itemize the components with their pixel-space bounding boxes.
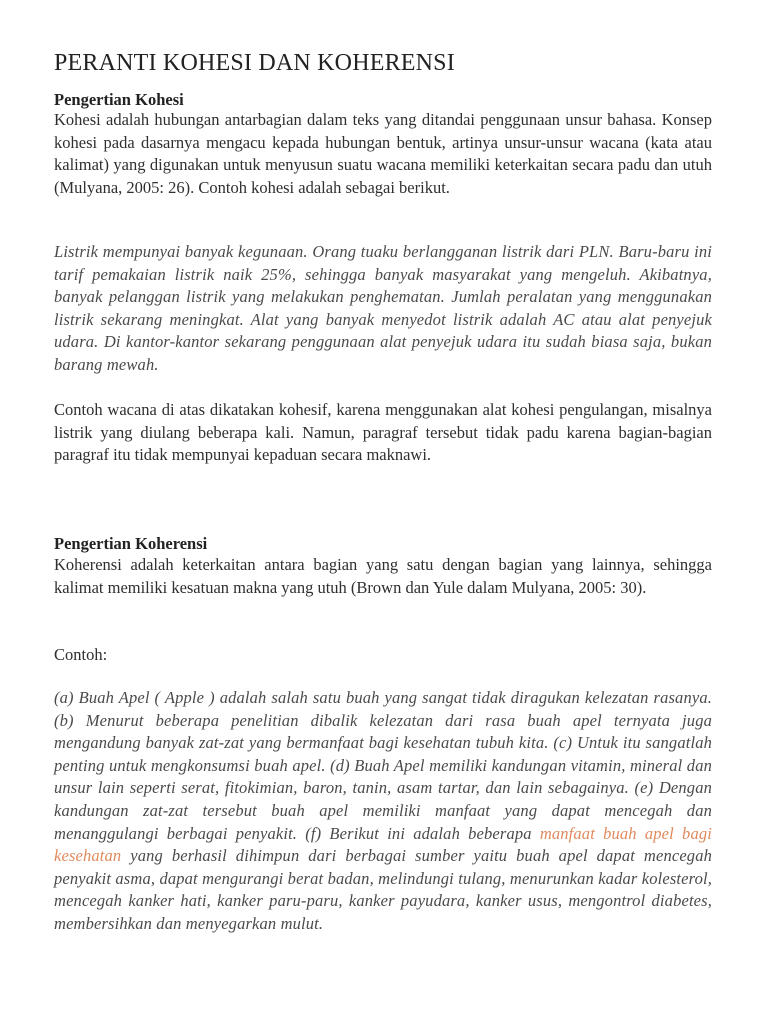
koherensi-definition: Koherensi adalah keterkaitan antara bagian yang satu dengan bagian yang lainnya, sehingga kalimat memiliki kesatuan makna yang utuh (Brown dan Yule dalam Mulyana, 2005: 30). — [54, 555, 712, 597]
contoh-label: Contoh: — [54, 645, 108, 664]
manfaat-apel-link[interactable]: manfaat buah apel bagi kesehatan — [54, 823, 712, 866]
koherensi-heading: Pengertian Koherensi — [54, 534, 208, 553]
koherensi-example — [54, 687, 712, 936]
koherensi-example-part1: (a) Buah Apel ( Apple ) adalah salah satu buah yang sangat tidak diragukan kelezatan rasanya. (b) Menurut beberapa penelitian dibalik kelezatan dari rasa buah apel ternyata juga mengandung banyak zat-zat yang bermanfaat bagi kesehatan tubuh kita. (c) Untuk itu sangatlah penting untuk mengkonsumsi buah apel. (d) Buah Apel memiliki kandungan vitamin, mineral dan unsur lain seperti serat, fitokimian, baron, tanin, asam tartar, dan lain sebagainya. (e) Dengan kandungan zat-zat tersebut buah apel memiliki manfaat yang dapat mencegah dan menanggulangi berbagai penyakit. (f) Berikut ini adalah beberapa — [54, 688, 712, 843]
kohesi-example: Listrik mempunyai banyak kegunaan. Orang tuaku berlangganan listrik dari PLN. Baru-baru ini tarif pemakaian listrik naik 25%, sehingga banyak masyarakat yang mengeluh. Akibatnya, banyak pelanggan listrik yang melakukan penghematan. Jumlah peralatan yang menggunakan listrik sekarang meningkat. Alat yang banyak menyedot listrik adalah AC atau alat penyejuk udara. Di kantor-kantor sekarang penggunaan alat penyejuk udara itu sudah biasa saja, bukan barang mewah. — [54, 242, 712, 374]
kohesi-definition: Kohesi adalah hubungan antarbagian dalam teks yang ditandai penggunaan unsur bahasa. Konsep kohesi pada dasarnya mengacu kepada hubungan bentuk, artinya unsur-unsur wacana (kata atau kalimat) yang digunakan untuk menyusun suatu wacana memiliki keterkaitan secara padu dan utuh (Mulyana, 2005: 26). Contoh kohesi adalah sebagai berikut. — [54, 110, 712, 197]
kohesi-explanation: Contoh wacana di atas dikatakan kohesif, karena menggunakan alat kohesi pengulangan, misalnya listrik yang diulang beberapa kali. Namun, paragraf tersebut tidak padu karena bagian-bagian paragraf itu tidak mempunyai kepaduan secara maknawi. — [54, 400, 712, 465]
koherensi-example-part2: yang berhasil dihimpun dari berbagai sumber yaitu buah apel dapat mencegah penyakit asma, dapat mengurangi berat badan, melindungi tulang, menurunkan kadar kolesterol, mencegah kanker hati, kanker paru-paru, kanker payudara, kanker usus, mengontrol diabetes, membersihkan dan menyegarkan mulut. — [54, 846, 712, 933]
kohesi-heading: Pengertian Kohesi — [54, 90, 184, 109]
page-title: PERANTI KOHESI DAN KOHERENSI — [54, 50, 455, 76]
